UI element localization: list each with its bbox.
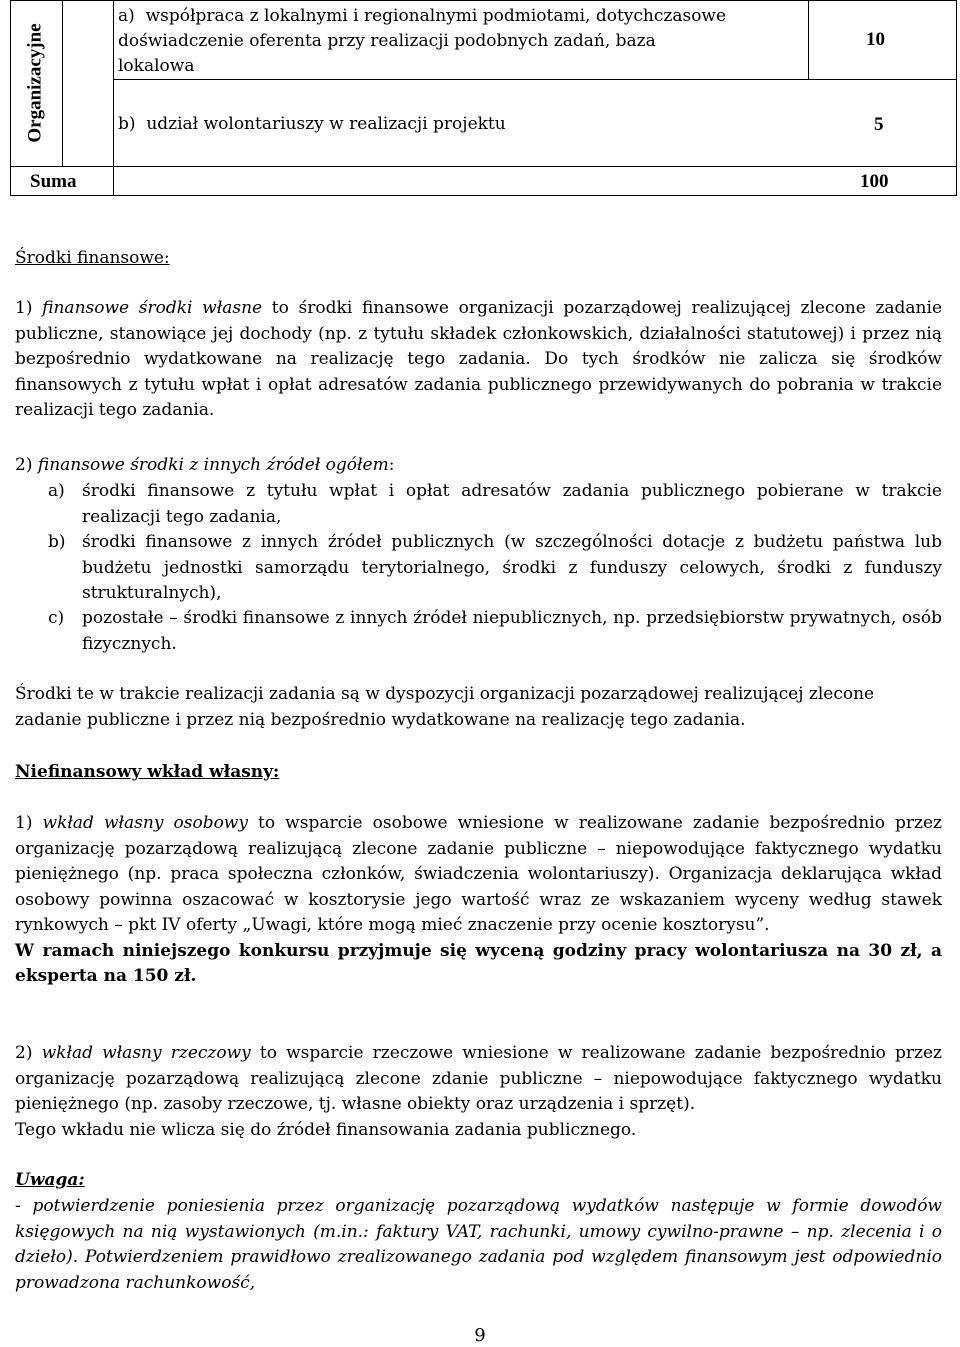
sum-value: 100: [860, 171, 889, 192]
srodki-closing: Środki te w trakcie realizacji zadania są w dyspozycji organizacji pozarządowej realizującej zlecone zadanie publiczne i przez nią bezpośrednio wydatkowane na realizację tego zadania.: [15, 684, 875, 730]
niefinansowy-paragraph-1: 1) wkład własny osobowy to wsparcie osobowe wniesione w realizowane zadanie bezpośrednio przez organizację pozarządową realizującą zlecone zadanie publiczne – niepowodujące faktycznego wydatku pieniężnego (np. praca społeczna członków, świadczenia wolontariuszy). Organizacja deklarująca wkład osobowy powinna oszacować w kosztorysie jego wartość wraz ze wskazaniem wyceny według stawek rynkowych – pkt IV oferty „Uwagi, które mogą mieć znaczenie przy ocenie kosztorysu”. W ramach niniejszego konkursu przyjmuje się wyceną godziny pracy wolontariusza na 30 zł, a eksperta na 150 zł.: [15, 811, 942, 990]
table-border: [956, 0, 957, 196]
sum-label: Suma: [30, 171, 77, 192]
srodki-paragraph-2: 2) finansowe środki z innych źródeł ogółem:: [15, 455, 395, 475]
table-border: [808, 0, 809, 79]
table-border: [10, 195, 957, 196]
volunteer-rate-note: W ramach niniejszego konkursu przyjmuje się wyceną godziny pracy wolontariusza na 30 zł, a eksperta na 150 zł.: [15, 940, 942, 986]
uwaga-text: - potwierdzenie poniesienia przez organizację pozarządową wydatków następuje w formie dowodów księgowych na nią wystawionych (m.in.: faktury VAT, rachunki, umowy cywilno-prawne – np. zlecenia i o dzieło). Potwierdzeniem prawidłowo zrealizowanego zadania pod względem finansowym jest odpowiednio prowadzona rachunkowość,: [15, 1196, 942, 1293]
table-border: [10, 0, 957, 1]
table-border: [113, 0, 114, 196]
criterion-a: [118, 4, 728, 79]
table-border: [10, 166, 957, 167]
criterion-a-score: 10: [866, 29, 885, 50]
section-label: Organizacyjne: [25, 23, 47, 143]
criterion-a-text: a) współpraca z lokalnymi i regionalnymi podmiotami, dotychczasowe doświadczenie oferenta przy realizacji podobnych zadań, baza lokalowa: [118, 6, 727, 76]
criterion-b: b) udział wolontariuszy w realizacji projektu: [118, 114, 506, 134]
criterion-b-score: 5: [874, 114, 884, 135]
niefinansowy-heading: Niefinansowy wkład własny:: [15, 762, 280, 782]
table-border: [113, 79, 957, 80]
uwaga-heading: Uwaga:: [15, 1170, 85, 1190]
niefinansowy-paragraph-2: 2) wkład własny rzeczowy to wsparcie rzeczowe wniesione w realizowane zadanie bezpośrednio przez organizację pozarządową realizującą zlecone zdanie publiczne – niepowodujące faktycznego wydatku pieniężnego (np. zasoby rzeczowe, tj. własne obiekty oraz urządzenia i sprzęt). Tego wkładu nie wlicza się do źródeł finansowania zadania publicznego.: [15, 1043, 942, 1140]
page-number: 9: [474, 1325, 486, 1346]
section-label-cell: [10, 0, 62, 166]
srodki-heading: Środki finansowe:: [15, 248, 170, 268]
srodki-paragraph-1: 1) finansowe środki własne to środki finansowe organizacji pozarządowej realizującej zlecone zadanie publiczne, stanowiące jej dochody (np. z tytułu składek członkowskich, działalności statutowej) i przez nią bezpośrednio wydatkowane na realizację tego zadania. Do tych środków nie zalicza się środków finansowych z tytułu wpłat i opłat adresatów zadania publicznego przewidywanych do pobrania w trakcie realizacji tego zadania.: [15, 298, 942, 420]
table-border: [62, 0, 63, 166]
